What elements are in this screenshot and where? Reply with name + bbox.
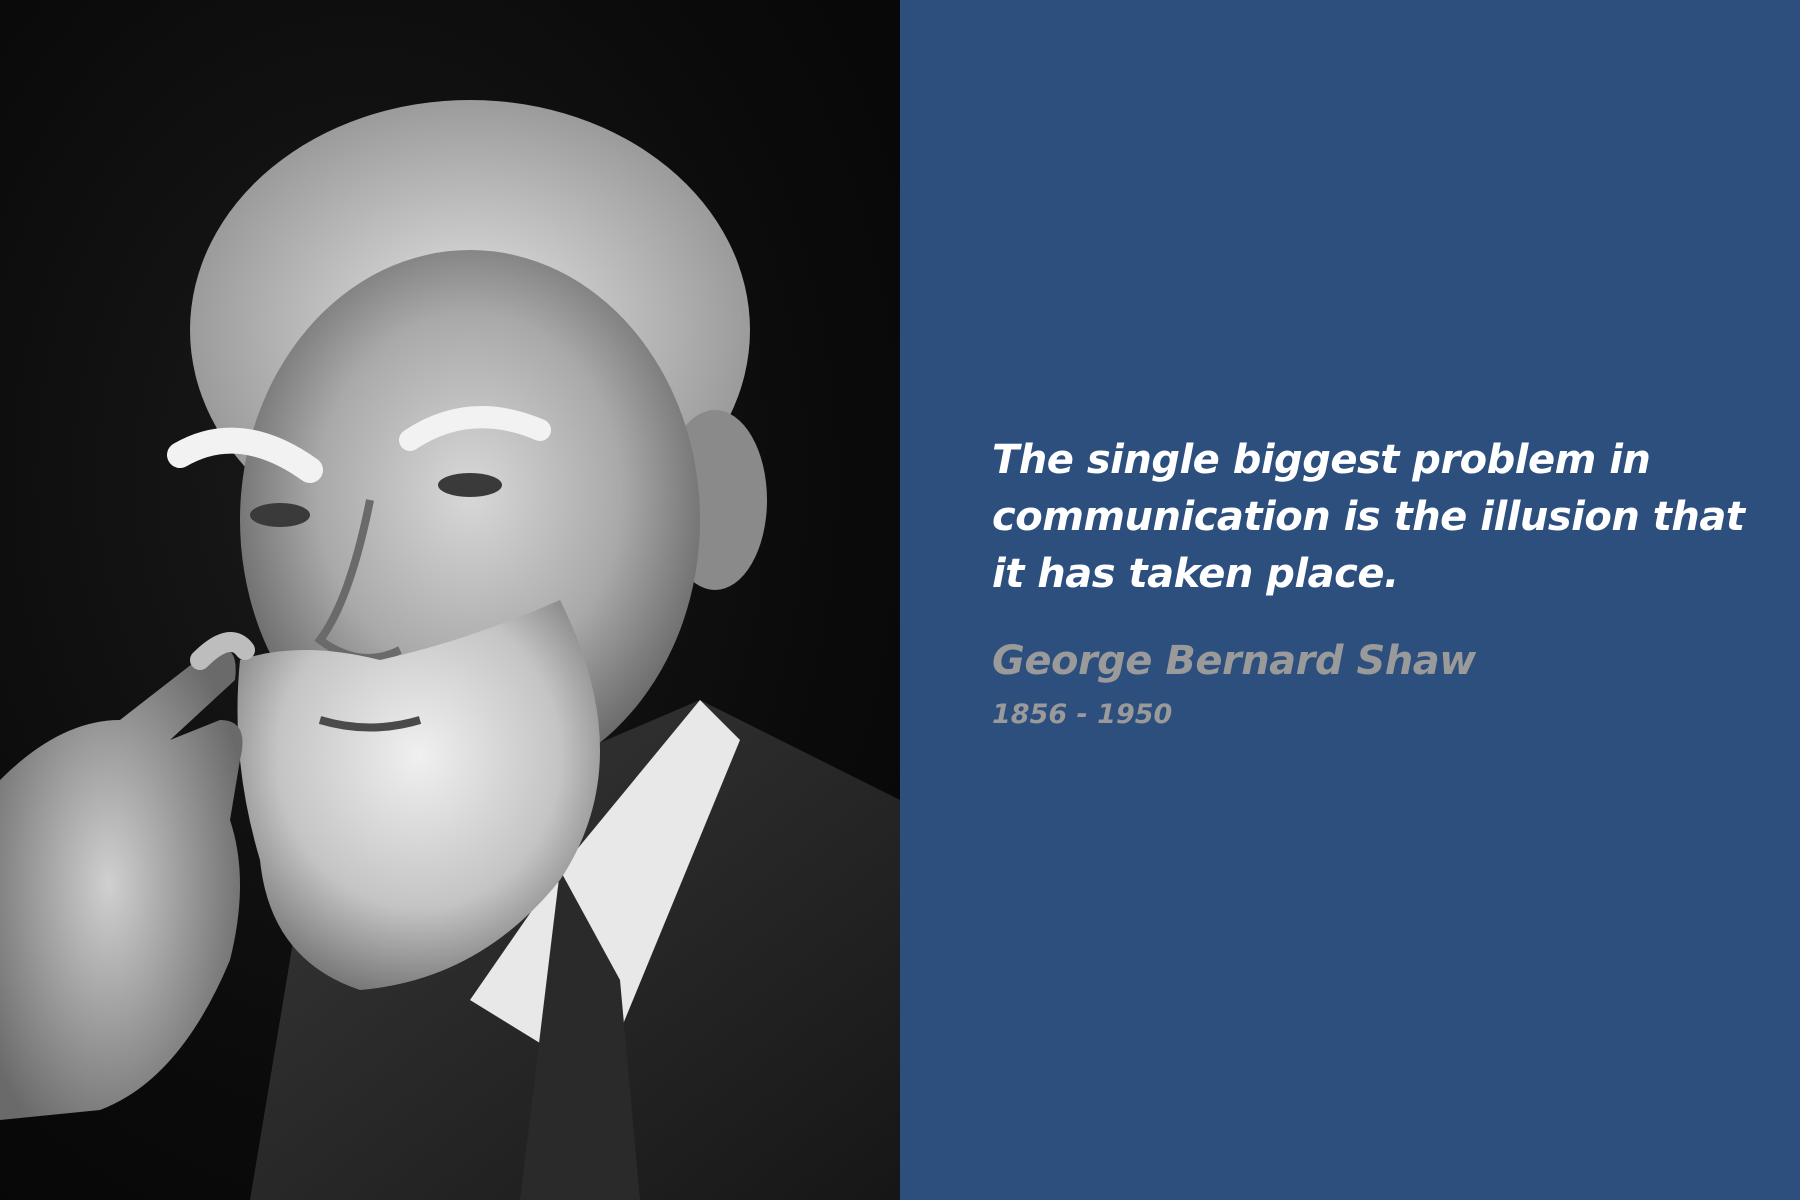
quote-line-3: it has taken place. xyxy=(992,551,1399,597)
quote-line-1: The single biggest problem in xyxy=(992,437,1651,483)
author-years: 1856 - 1950 xyxy=(992,699,1173,730)
quote-line-2: communication is the illusion that xyxy=(992,494,1745,540)
eye-left xyxy=(250,503,310,527)
quote-text xyxy=(992,432,1752,603)
quote-panel xyxy=(900,0,1800,1200)
hand-shape xyxy=(0,648,243,1120)
author-name: George Bernard Shaw xyxy=(992,638,1476,684)
eye-right xyxy=(438,473,502,497)
quote-block xyxy=(992,432,1752,733)
